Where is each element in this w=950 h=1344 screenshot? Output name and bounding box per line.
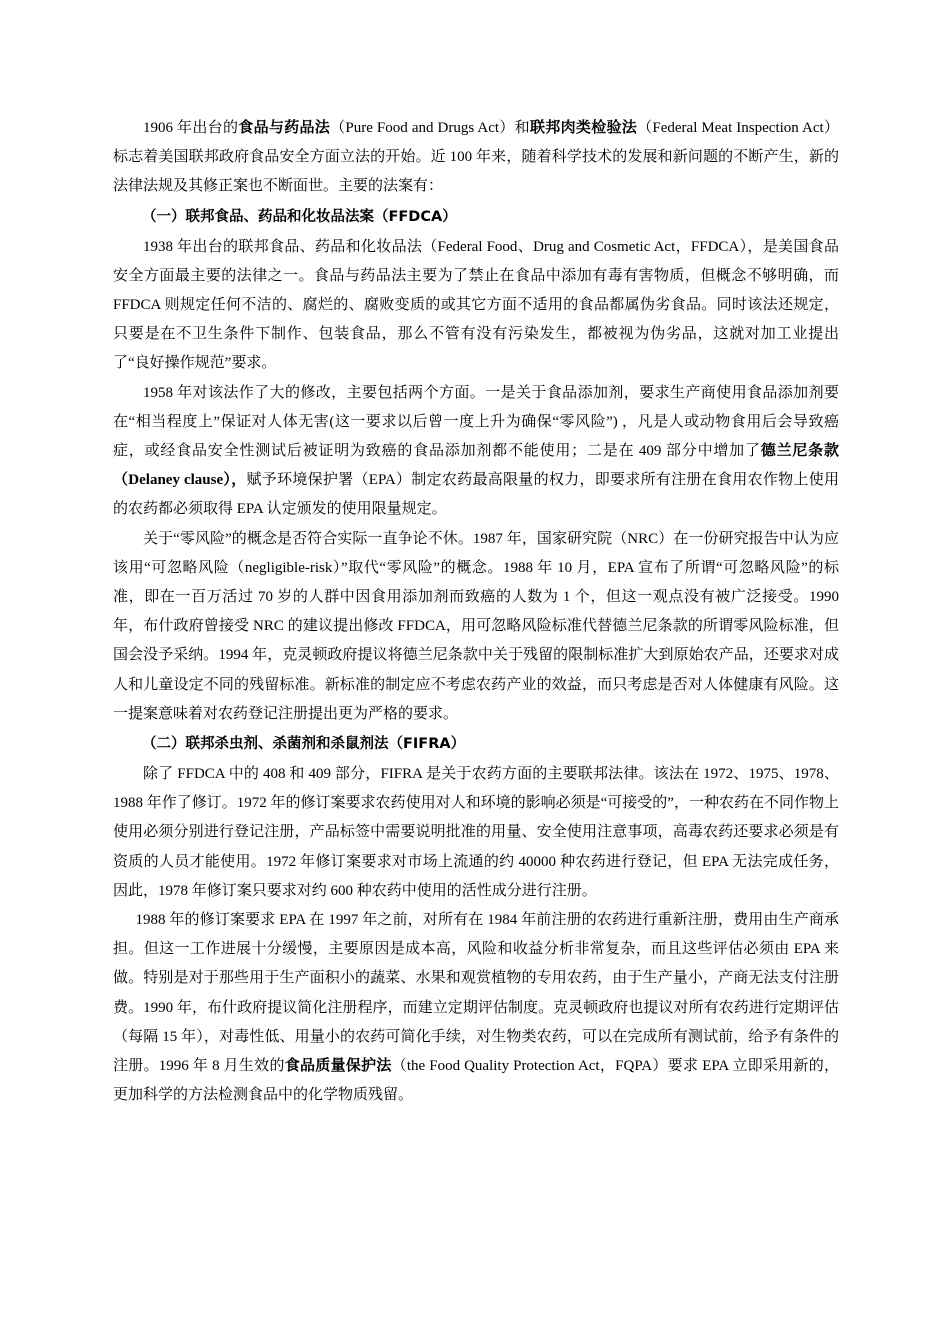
text-run: 赋予环境保护署（EPA）制定农药最高限量的权力，即要求所有注册在食用农作物上使用的农药都必须取得 EPA 认定颁发的使用限量规定。	[113, 472, 839, 518]
paragraph-zero-risk: 关于“零风险”的概念是否符合实际一直争论不休。1987 年，国家研究院（NRC）在一份研究报告中认为应该用“可忽略风险（negligible-risk）”取代“零风险”的概念。1988 年 10 月，EPA 宣布了所谓“可忽略风险”的标准，即在一百万活过 70 岁的人群中因食用添加剂而致癌的人数为 1 个，但这一观点没有被广泛接受。1990 年，布什政府曾接受 NRC 的建议提出修改 FFDCA，用可忽略风险标准代替德兰尼条款的所谓零风险标准，但国会没予采纳。1994 年，克灵顿政府提议将德兰尼条款中关于残留的限制标准扩大到原始农产品，还要求对成人和儿童设定不同的残留标准。新标准的制定应不考虑农药产业的效益，而只考虑是否对人体健康有风险。这一提案意味着对农药登记注册提出更为严格的要求。	[113, 530, 839, 722]
bold-term-fqpa: 食品质量保护法	[284, 1058, 392, 1075]
paragraph-intro	[113, 114, 839, 202]
section-heading-ffdca: （一）联邦食品、药品和化妆品法案（FFDCA）	[142, 208, 457, 225]
text-run: （the Food Quality Protection Act，FQPA）要求 EPA 立即采用新的，更加科学的方法检测食品中的化学物质残留。	[113, 1058, 839, 1104]
bold-term-food-drugs-act: 食品与药品法	[238, 120, 331, 136]
bold-term-delaney-clause: 德兰尼条款（Delaney clause），	[113, 443, 839, 489]
text-run: 1906 年出台的	[143, 120, 239, 136]
document-page	[113, 114, 839, 1111]
paragraph-ffdca-1938: 1938 年出台的联邦食品、药品和化妆品法（Federal Food、Drug and Cosmetic Act，FFDCA），是美国食品安全方面最主要的法律之一。食品与药品法主要为了禁止在食品中添加有毒有害物质，但概念不够明确，而 FFDCA 则规定任何不洁的、腐烂的、腐败变质的或其它方面不适用的食品都属伪劣食品。同时该法还规定，只要是在不卫生条件下制作、包装食品，那么不管有没有污染发生，都被视为伪劣品，这就对加工业提出了“良好操作规范”要求。	[113, 238, 839, 372]
text-run: （Pure Food and Drugs Act）和	[330, 120, 530, 136]
paragraph-ffdca-1958	[113, 379, 839, 525]
text-run: 1958 年对该法作了大的修改，主要包括两个方面。一是关于食品添加剂，要求生产商使用食品添加剂要在“相当程度上”保证对人体无害(这一要求以后曾一度上升为确保“零风险”) ，凡是人或动物食用后会导致癌症，或经食品安全性测试后被证明为致癌的食品添加剂都不能使用；二是在 409 部分中增加了	[113, 384, 839, 460]
text-run: 1988 年的修订案要求 EPA 在 1997 年之前，对所有在 1984 年前注册的农药进行重新注册，费用由生产商承担。但这一工作进展十分缓慢，主要原因是成本高，风险和收益分析非常复杂，而且这些评估必须由 EPA 来做。特别是对于那些用于生产面积小的蔬菜、水果和观赏植物的专用农药，由于生产量小，产商无法支付注册费。1990 年，布什政府提议简化注册程序，而建立定期评估制度。克灵顿政府也提议对所有农药进行定期评估（每隔 15 年），对毒性低、用量小的农药可简化手续，对生物类农药，可以在完成所有测试前，给予有条件的注册。1996 年 8 月生效的	[113, 912, 839, 1075]
section-heading-fifra: （二）联邦杀虫剂、杀菌剂和杀鼠剂法（FIFRA）	[142, 736, 466, 753]
text-run: （Federal Meat Inspection Act）标志着美国联邦政府食品安全方面立法的开始。近 100 年来，随着科学技术的发展和新问题的不断产生，新的法律法规及其修正案也不断面世。主要的法案有：	[113, 120, 839, 195]
paragraph-fifra-1988	[113, 906, 839, 1110]
bold-term-meat-inspection-act: 联邦肉类检验法	[529, 120, 638, 136]
paragraph-fifra-overview: 除了 FFDCA 中的 408 和 409 部分，FIFRA 是关于农药方面的主要联邦法律。该法在 1972、1975、1978、1988 年作了修订。1972 年的修订案要求农药使用对人和环境的影响必须是“可接受的”，一种农药在不同作物上使用必须分别进行登记注册，产品标签中需要说明批准的用量、安全使用注意事项，高毒农药还要求必须是有资质的人员才能使用。1972 年修订案要求对市场上流通的约 40000 种农药进行登记，但 EPA 无法完成任务，因此，1978 年修订案只要求对约 600 种农药中使用的活性成分进行注册。	[113, 766, 839, 899]
